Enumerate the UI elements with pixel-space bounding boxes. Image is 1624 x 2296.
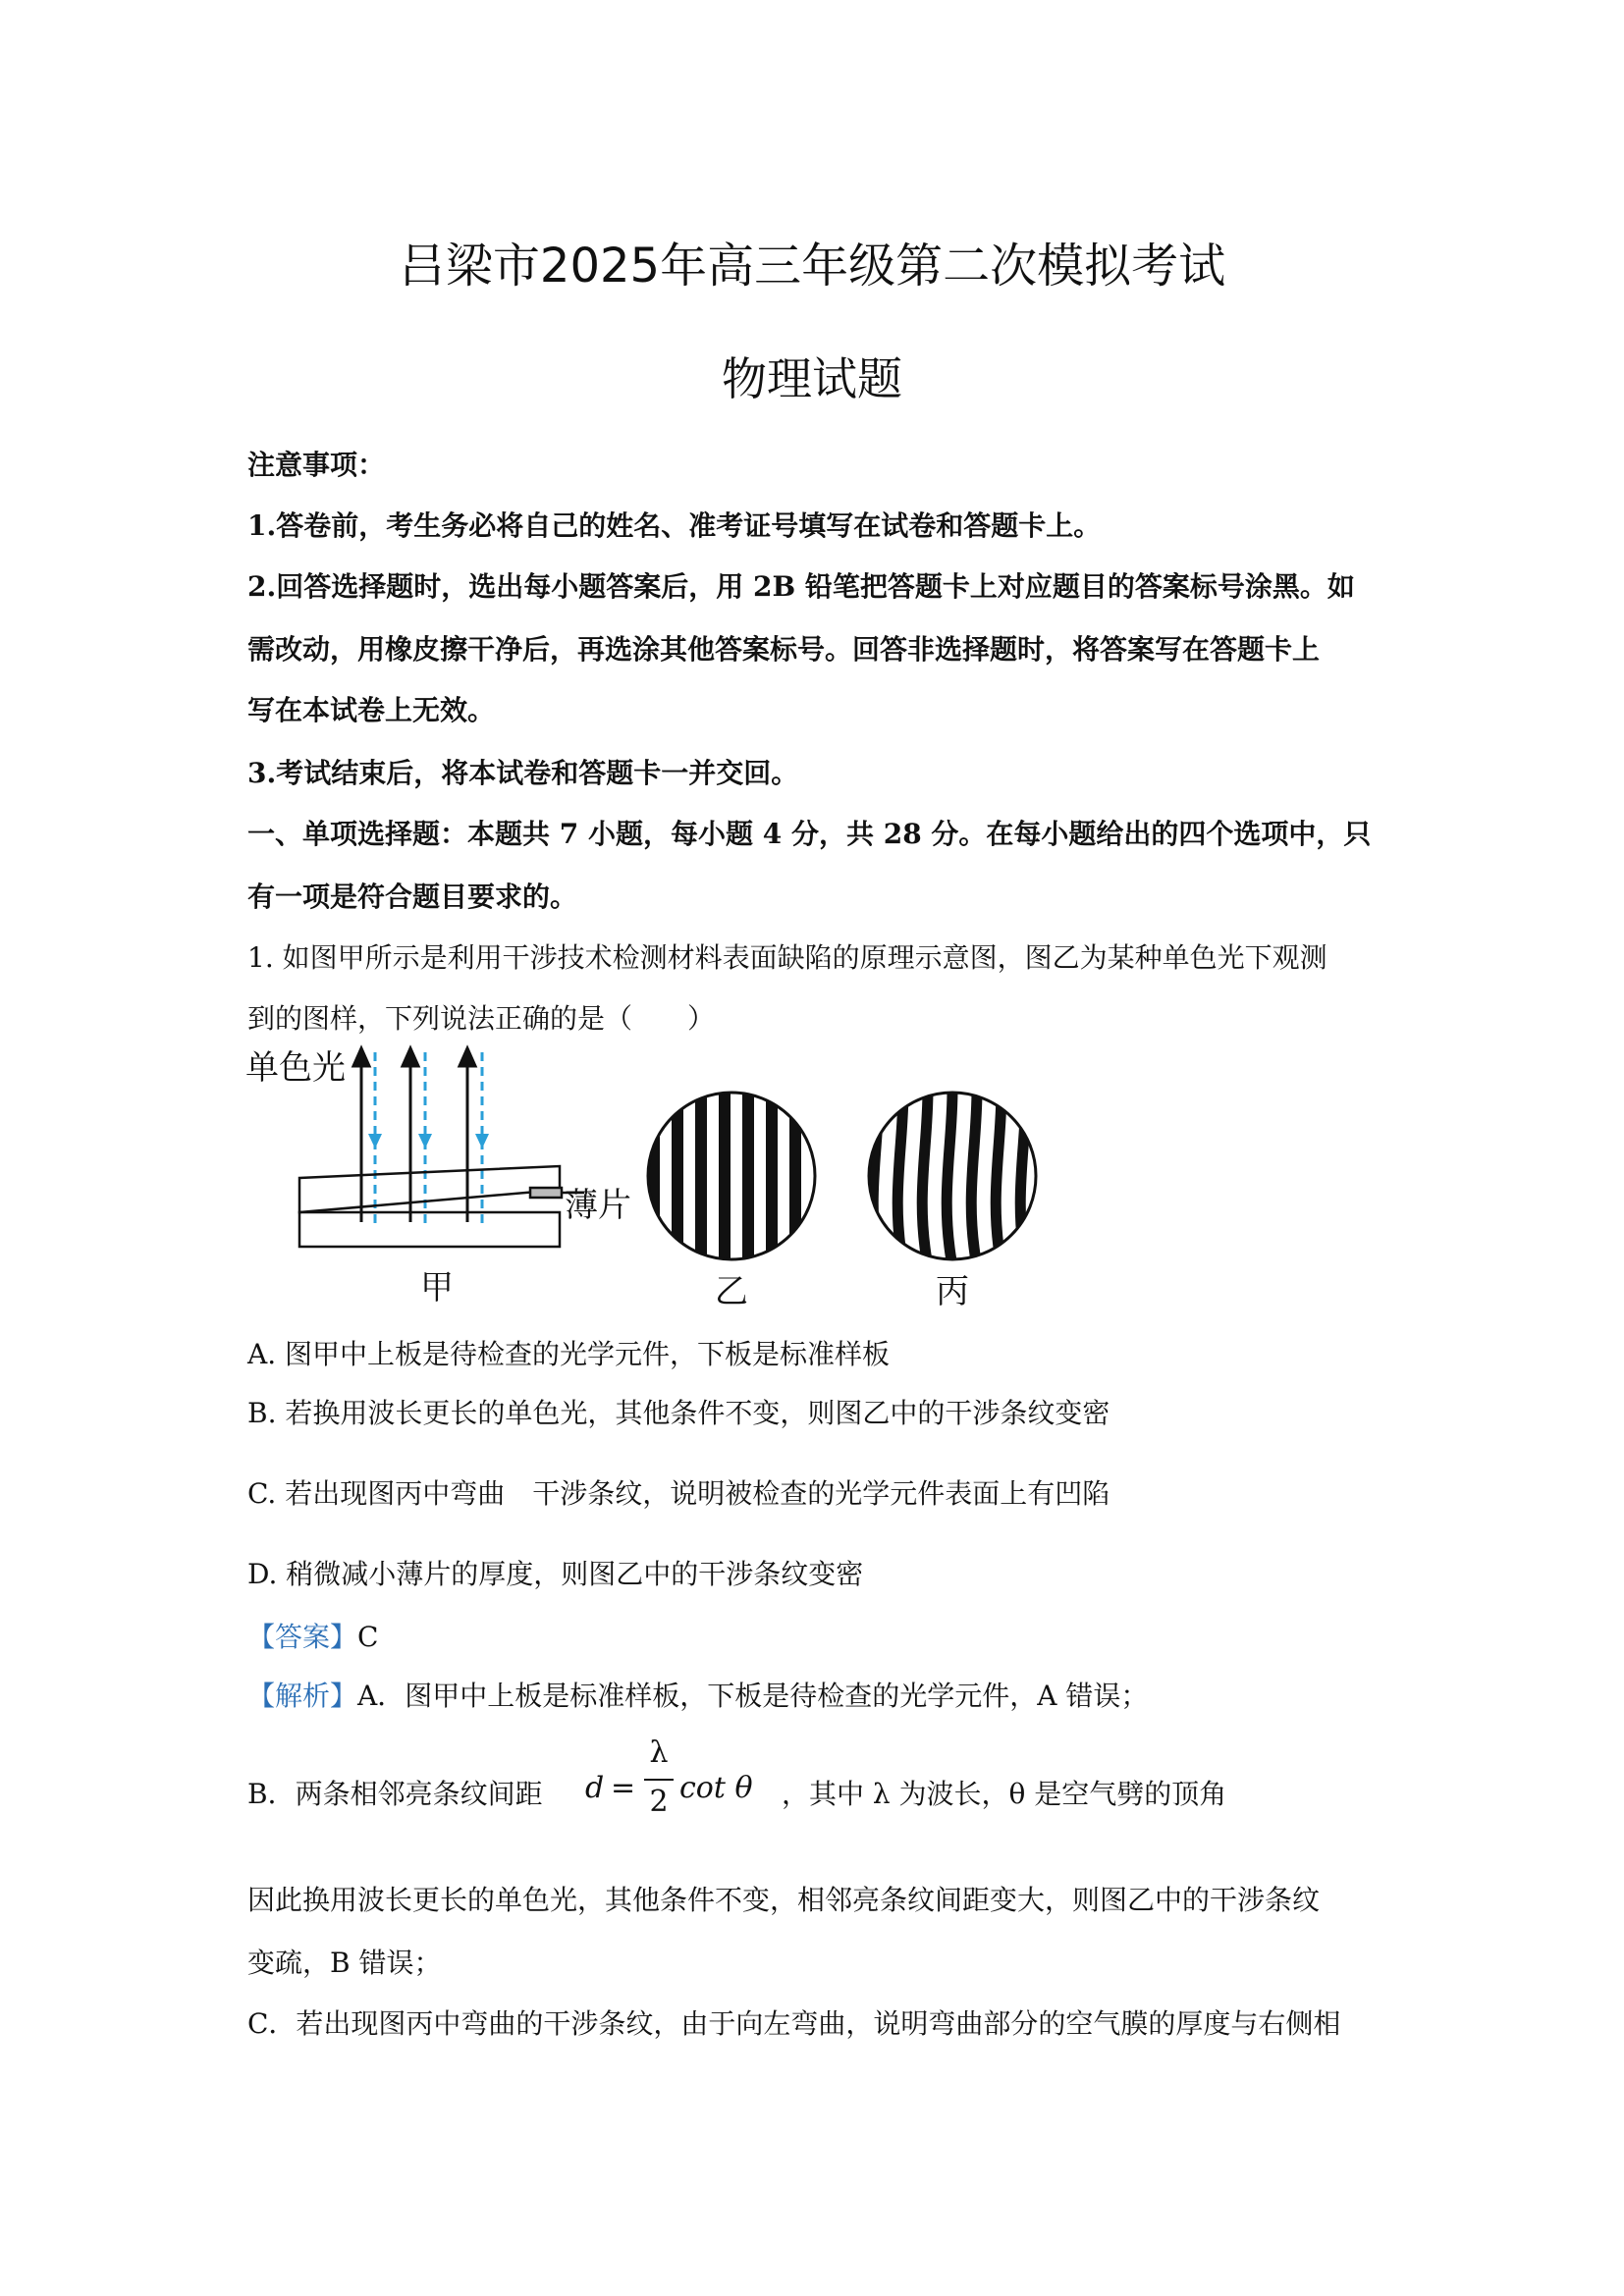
- fraction-bar: [644, 1779, 674, 1781]
- notice-item-2-line-2: 需改动，用橡皮擦干净后，再选涂其他答案标号。回答非选择题时，将答案写在答题卡上: [247, 633, 1321, 666]
- answer-tag: 【答案】: [247, 1621, 358, 1653]
- option-c: C. 若出现图丙中弯曲 干涉条纹，说明被检查的光学元件表面上有凹陷: [247, 1477, 1110, 1510]
- incident-arrowheads: [368, 1134, 489, 1148]
- figure-label-b: 乙: [715, 1272, 748, 1311]
- analysis-b-pre: B．两条相邻亮条纹间距: [247, 1778, 543, 1810]
- analysis-b-post: ，其中 λ 为波长，θ 是空气劈的顶角: [782, 1778, 1227, 1810]
- analysis-b2-line-2: 变疏，B 错误；: [247, 1947, 442, 1979]
- exam-title: 吕梁市2025年高三年级第二次模拟考试: [398, 239, 1226, 294]
- exam-subtitle: 物理试题: [722, 352, 902, 405]
- answer-value: C: [357, 1621, 379, 1653]
- figure-label-c: 丙: [936, 1272, 969, 1311]
- question-1-stem-line-2: 到的图样，下列说法正确的是（ ）: [247, 1002, 716, 1035]
- formula-cot: cot θ: [679, 1771, 753, 1805]
- section-1-heading-line-2: 有一项是符合题目要求的。: [247, 881, 578, 913]
- section-1-heading-line-1: 一、单项选择题：本题共 7 小题，每小题 4 分，共 28 分。在每小题给出的四个选项中，只: [247, 818, 1372, 850]
- interference-figure: [245, 1041, 1051, 1315]
- formula-equals: =: [611, 1771, 636, 1805]
- analysis-a: A．图甲中上板是标准样板，下板是待检查的光学元件，A 错误；: [357, 1680, 1149, 1712]
- straight-fringes: [648, 1090, 801, 1266]
- analysis-c: C．若出现图丙中弯曲的干涉条纹，由于向左弯曲，说明弯曲部分的空气膜的厚度与右侧相: [247, 2007, 1341, 2040]
- formula-d: d: [585, 1771, 605, 1805]
- option-a: A. 图甲中上板是待检查的光学元件，下板是标准样板: [247, 1338, 891, 1370]
- notice-item-2-line-3: 写在本试卷上无效。: [247, 694, 496, 726]
- notice-item-3: 3.考试结束后，将本试卷和答题卡一并交回。: [247, 757, 799, 789]
- thin-slice: [530, 1188, 562, 1198]
- notice-heading: 注意事项：: [247, 449, 386, 481]
- interference-figure-svg: [245, 1041, 1051, 1315]
- notice-item-2-line-1: 2.回答选择题时，选出每小题答案后，用 2B 铅笔把答题卡上对应题目的答案标号涂黑。如: [247, 570, 1355, 603]
- analysis-b2-line-1: 因此换用波长更长的单色光，其他条件不变，相邻亮条纹间距变大，则图乙中的干涉条纹: [247, 1884, 1321, 1916]
- notice-item-1: 1.答卷前，考生务必将自己的姓名、准考证号填写在试卷和答题卡上。: [247, 509, 1102, 542]
- figure-label-a: 甲: [420, 1268, 454, 1308]
- formula-denominator: 2: [649, 1785, 669, 1819]
- formula-numerator: λ: [649, 1735, 669, 1770]
- light-label: 单色光: [245, 1048, 346, 1088]
- upper-plate: [299, 1166, 560, 1212]
- answer-line: [247, 1616, 1396, 1655]
- glass-plates: [299, 1166, 584, 1247]
- lower-plate: [299, 1212, 560, 1247]
- analysis-line-a: [247, 1675, 1396, 1714]
- thin-slice-label: 薄片: [565, 1186, 631, 1225]
- option-d: D. 稍微减小薄片的厚度，则图乙中的干涉条纹变密: [247, 1558, 864, 1590]
- option-b: B. 若换用波长更长的单色光，其他条件不变，则图乙中的干涉条纹变密: [247, 1397, 1110, 1429]
- question-1-stem-line-1: 1. 如图甲所示是利用干涉技术检测材料表面缺陷的原理示意图，图乙为某种单色光下观测: [247, 941, 1327, 974]
- analysis-tag: 【解析】: [247, 1680, 358, 1712]
